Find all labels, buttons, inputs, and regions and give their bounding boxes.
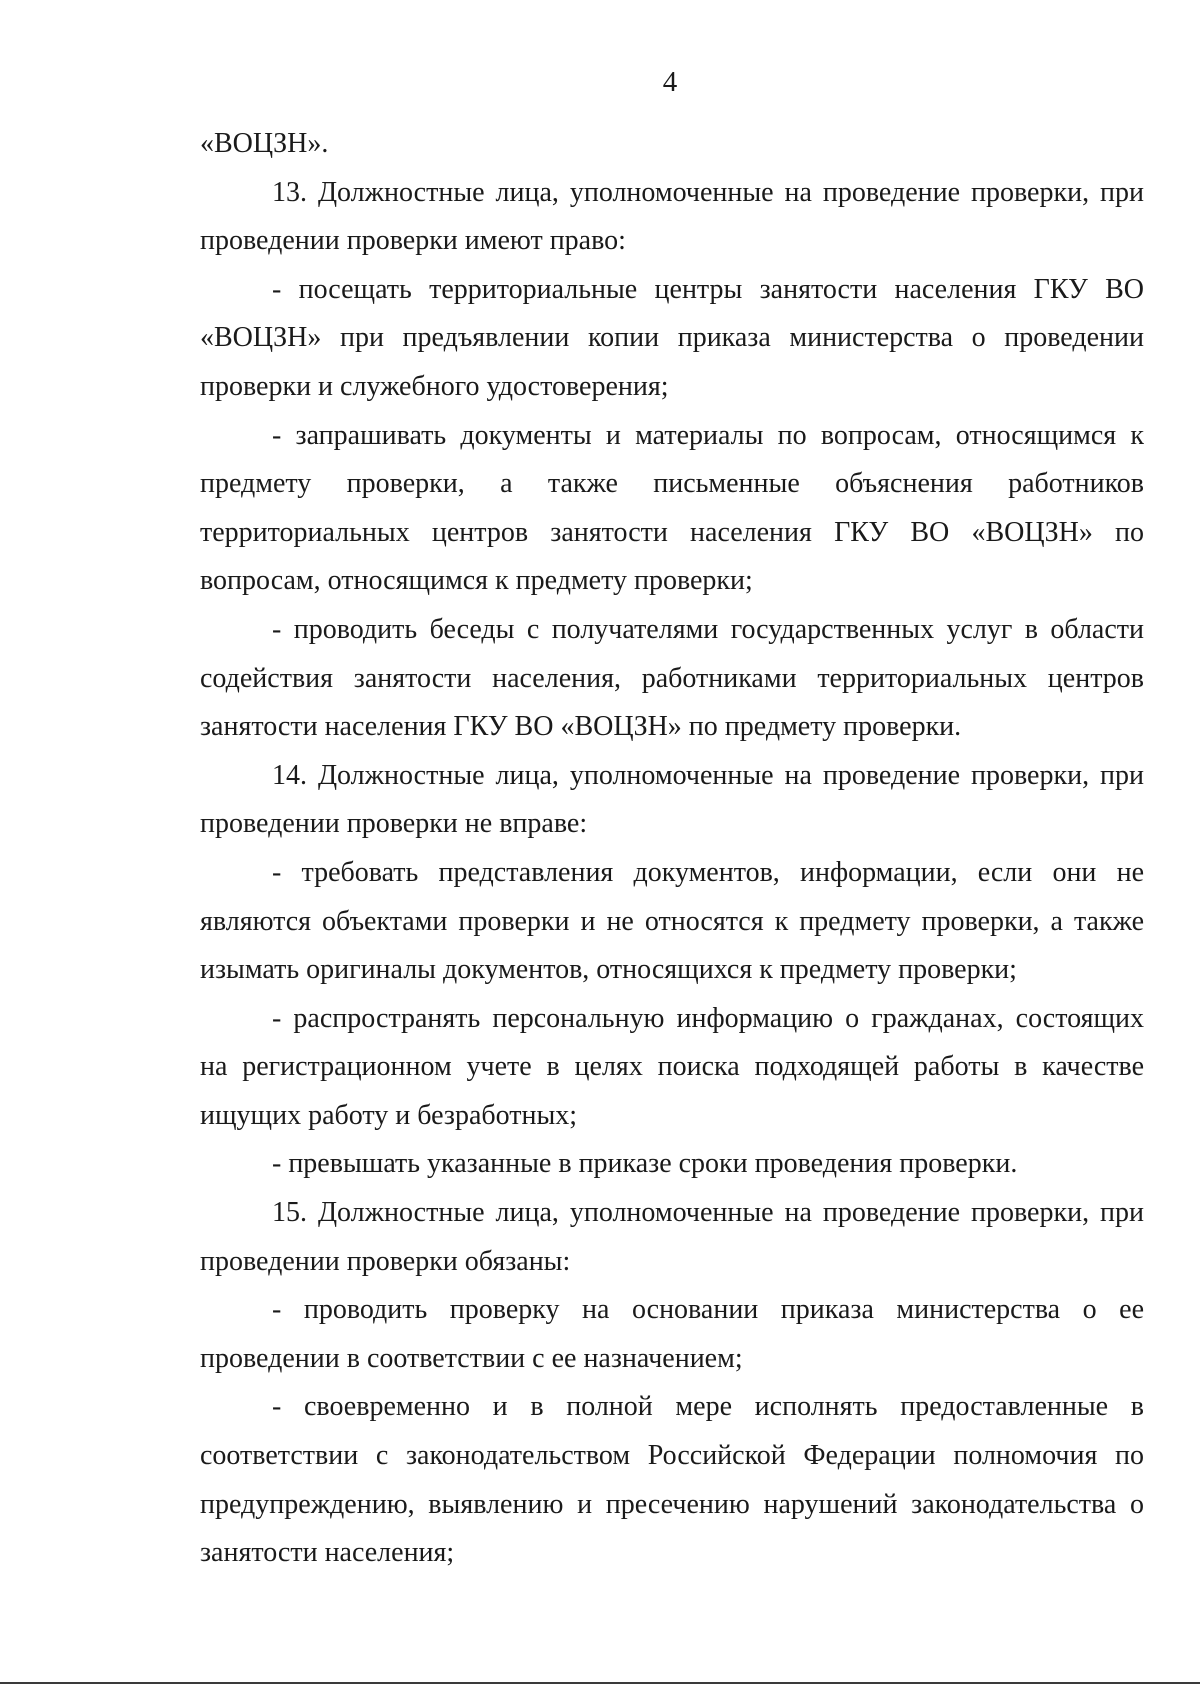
- paragraph-item-13: 13. Должностные лица, уполномоченные на проведение проверки, при проведении проверки имеют право:: [200, 176, 1144, 257]
- paragraph-right-visit: - посещать территориальные центры занятости населения ГКУ ВО «ВОЦЗН» при предъявлении копии приказа министерства о проведении проверки и служебного удостоверения;: [200, 273, 1144, 402]
- paragraph-continuation: «ВОЦЗН».: [200, 128, 329, 159]
- document-body: [200, 120, 1144, 1578]
- paragraph-duty-conduct-inspection: - проводить проверку на основании приказа министерства о ее проведении в соответствии с ее назначением;: [200, 1294, 1144, 1374]
- paragraph-prohibit-exceed-terms: - превышать указанные в приказе сроки проведения проверки.: [272, 1148, 1018, 1180]
- paragraph-item-14: 14. Должностные лица, уполномоченные на проведение проверки, при проведении проверки не вправе:: [200, 759, 1144, 840]
- paragraph-prohibit-disclose-info: - распространять персональную информацию о гражданах, состоящих на регистрационном учете в целях поиска подходящей работы в качестве ищущих работу и безработных;: [200, 1002, 1144, 1131]
- bottom-rule: [0, 1682, 1200, 1684]
- paragraph-item-15: 15. Должностные лица, уполномоченные на проведение проверки, при проведении проверки обязаны:: [200, 1197, 1144, 1277]
- paragraph-right-conversations: - проводить беседы с получателями государственных услуг в области содействия занятости населения, работниками территориальных центров занятости населения ГКУ ВО «ВОЦЗН» по предмету проверки.: [200, 613, 1144, 743]
- page-number: 4: [662, 66, 678, 98]
- paragraph-duty-exercise-powers: - своевременно и в полной мере исполнять предоставленные в соответствии с законодательством Российской Федерации полномочия по предупреждению, выявлению и пресечению нарушений законодательства о занятости населения;: [200, 1391, 1144, 1569]
- paragraph-right-request-documents: - запрашивать документы и материалы по вопросам, относящимся к предмету проверки, а также письменные объяснения работников территориальных центров занятости населения ГКУ ВО «ВОЦЗН» по вопросам, относящимся к предмету проверки;: [200, 419, 1144, 597]
- paragraph-prohibit-demand-documents: - требовать представления документов, информации, если они не являются объектами проверки и не относятся к предмету проверки, а также изымать оригиналы документов, относящихся к предмету проверки;: [200, 856, 1144, 986]
